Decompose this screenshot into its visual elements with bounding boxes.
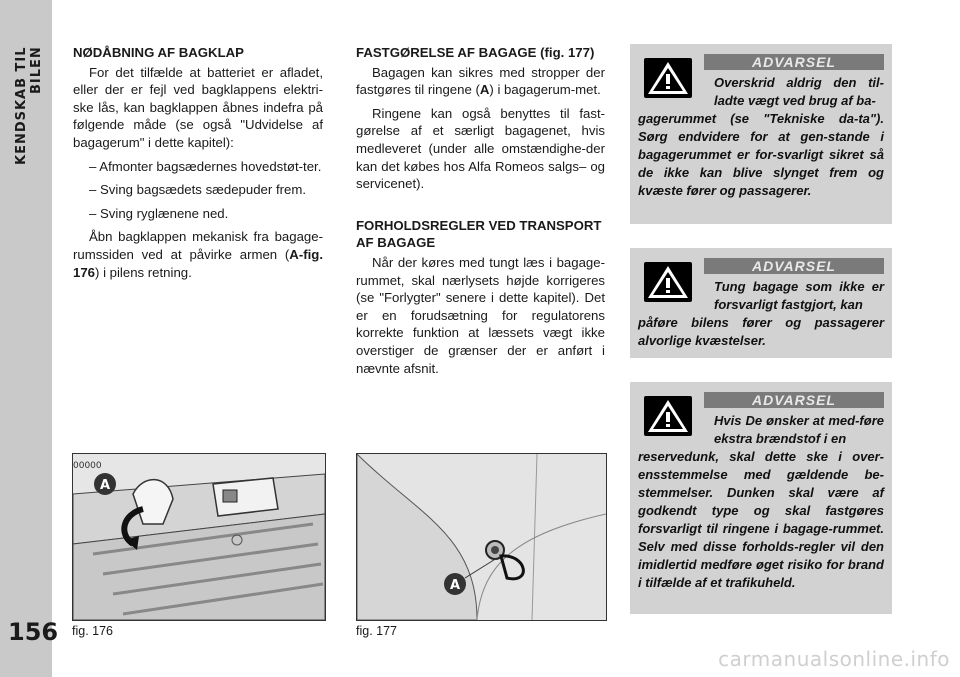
warning-text-rest: gagerummet (se "Tekniske da-ta"). Sørg endvidere for at gen-stande i bagagerummet er for-svarligt sikret så de ikke kan blive slynget frem og kvæste fører og passagerer.	[638, 111, 884, 198]
warning-text-first: Tung bagage som ikke er forsvarligt fastgjort, kan	[714, 279, 884, 312]
callout-a	[443, 572, 469, 598]
heading-line: FORHOLDSREGLER VED TRANSPORT	[356, 217, 602, 233]
paragraph: For det tilfælde at batteriet er afladet, eller der er fejl ved bagklappens elektri-ske lås, kan bagklappen åbnes indefra på følgende måde (se også "Udvidelse af bagagerum" i dette kapitel):	[73, 64, 323, 150]
warning-text-rest: påføre bilens fører og passagerer alvorlige kvæstelser.	[638, 315, 884, 348]
figure-reference: A-fig. 176	[73, 246, 323, 280]
chapter-title: KENDSKAB TIL BILEN	[14, 46, 44, 165]
paragraph: Når der køres med tungt læs i bagage-rummet, skal nærlysets højde korrigeres (se "Forlygter" senere i dette kapitel). Det er en forudsætning for regulatorens korrekte funktion at læssets vægt ikke overstiger de grænser der er anført i nævnte afsnit.	[356, 254, 605, 376]
figure-177-caption: fig. 177	[356, 624, 398, 638]
warning-badge: ADVARSEL	[704, 258, 884, 274]
paragraph: Ringene kan også benyttes til fast-gørelse af et særligt bagagenet, hvis medleveret (under alle omstændighe-der kan det købes hos Alfa Romeos salgs– og servicenet).	[356, 105, 605, 192]
step-item: – Afmonter bagsædernes hovedstøt-ter.	[89, 158, 322, 174]
warning-badge: ADVARSEL	[704, 54, 884, 70]
figure-176-caption: fig. 176	[72, 624, 114, 638]
column-left	[73, 44, 323, 287]
watermark: carmanualsonline.info	[718, 647, 950, 671]
label-reference: A	[479, 82, 490, 98]
tie-down-ring-illustration	[357, 454, 606, 620]
part-stamp: 00000	[73, 461, 102, 471]
warning-text-first: Overskrid aldrig den til-ladte vægt ved brug af ba-	[714, 75, 884, 108]
sidebar	[0, 0, 59, 677]
heading-emergency-opening: NØDÅBNING AF BAGKLAP	[73, 45, 244, 60]
text: Åbn bagklappen mekanisk fra bagage-rumssiden ved at påvirke armen (	[73, 229, 323, 262]
callout-a	[93, 472, 123, 502]
heading-securing-luggage: FASTGØRELSE AF BAGAGE (fig. 177)	[356, 45, 595, 60]
warning-text-rest: reservedunk, skal dette ske i over-ensstemmelse med gældende be-stemmelser. Dunken skal være af godkendt type og skal fastgøres forsvarligt til ringene i bagage-rummet. Selv med disse forholds-regler vil den imidlertid medføre øget risiko for brand i tilfælde af et trafikuheld.	[638, 449, 884, 590]
text: Bagagen kan sikres med stropper der fastgøres til ringene (	[356, 64, 605, 98]
text: ) i bagagerum-met.	[489, 82, 601, 98]
step-item: – Sving bagsædets sædepuder frem.	[89, 182, 306, 198]
warning-box-2	[630, 248, 892, 358]
callout-label: A	[449, 578, 461, 593]
heading-line: AF BAGAGE	[356, 235, 436, 251]
column-middle	[356, 44, 605, 383]
text: ) i pilens retning.	[95, 264, 192, 280]
warning-text	[638, 74, 884, 200]
page-number: 156	[8, 618, 59, 646]
heading-precautions	[356, 217, 605, 252]
warning-text-first: Hvis De ønsker at med-føre ekstra brændstof i en	[714, 413, 884, 446]
paragraph	[356, 64, 605, 99]
warning-box-1	[630, 44, 892, 224]
warning-badge: ADVARSEL	[704, 392, 884, 408]
paragraph	[73, 228, 323, 281]
warning-text	[638, 278, 884, 350]
figure-177	[356, 453, 607, 621]
figure-176	[72, 453, 326, 621]
warning-box-3	[630, 382, 892, 614]
step-item: – Sving ryglænene ned.	[89, 205, 229, 221]
callout-label: A	[99, 478, 111, 493]
warning-text	[638, 412, 884, 592]
